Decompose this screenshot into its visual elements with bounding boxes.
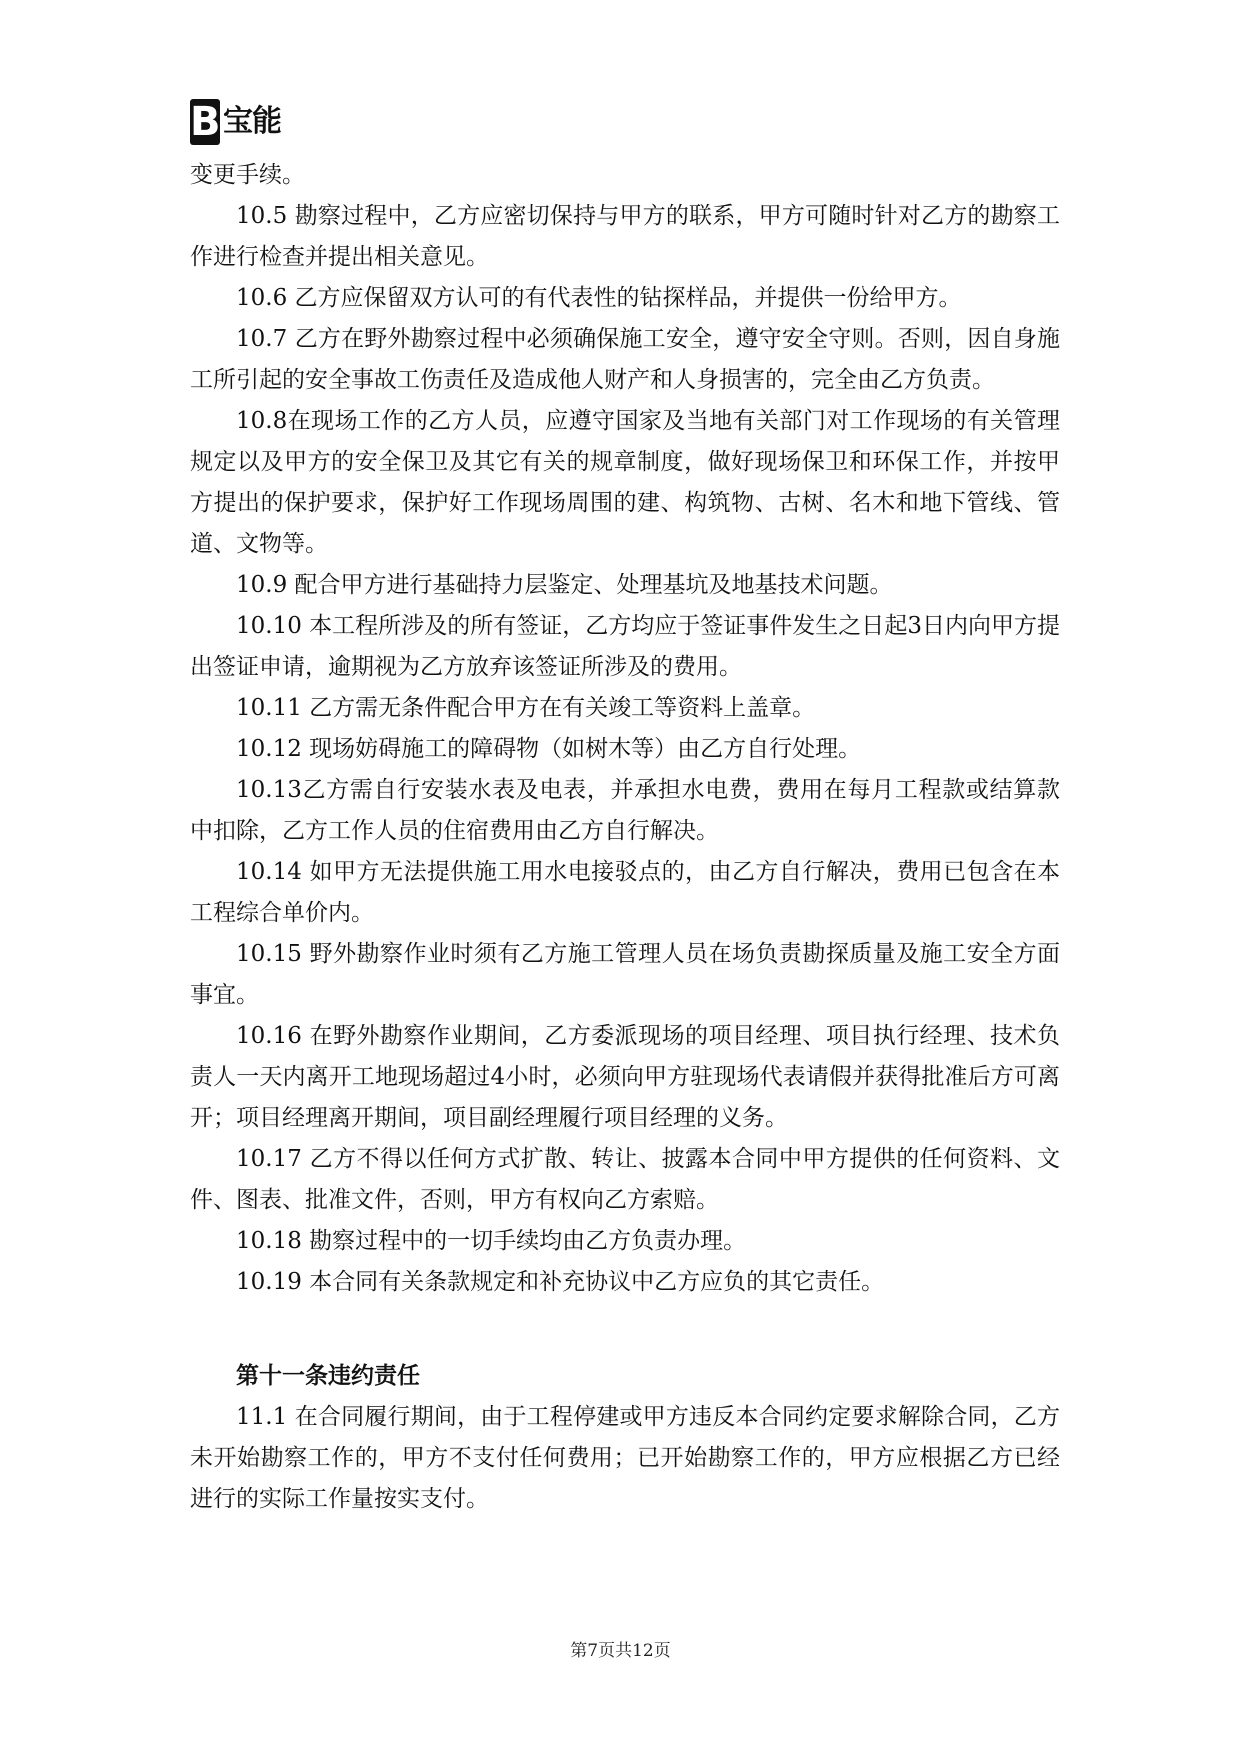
section-spacer (190, 1303, 1060, 1344)
clause-10-6: 10.6 乙方应保留双方认可的有代表性的钻探样品，并提供一份给甲方。 (236, 285, 962, 311)
clause-10-12: 10.12 现场妨碍施工的障碍物（如树木等）由乙方自行处理。 (236, 736, 862, 762)
logo-text: 宝能 (223, 104, 281, 139)
clause-11-1: 11.1 在合同履行期间，由于工程停建或甲方违反本合同约定要求解除合同，乙方未开始勘察工作的，甲方不支付任何费用；已开始勘察工作的，甲方应根据乙方已经进行的实际工作量按实支付。 (190, 1404, 1060, 1512)
clause-10-7: 10.7 乙方在野外勘察过程中必须确保施工安全，遵守安全守则。否则，因自身施工所引起的安全事故工伤责任及造成他人财产和人身损害的，完全由乙方负责。 (190, 326, 1060, 393)
section-heading: 第十一条违约责任 (236, 1363, 420, 1389)
continuation-text: 变更手续。 (190, 162, 305, 188)
clause-10-5: 10.5 勘察过程中，乙方应密切保持与甲方的联系，甲方可随时针对乙方的勘察工作进行检查并提出相关意见。 (190, 203, 1060, 270)
clause-10-10: 10.10 本工程所涉及的所有签证，乙方均应于签证事件发生之日起3日内向甲方提出签证申请，逾期视为乙方放弃该签证所涉及的费用。 (190, 613, 1060, 680)
document-body (190, 155, 1060, 1520)
clause-10-11: 10.11 乙方需无条件配合甲方在有关竣工等资料上盖章。 (236, 695, 816, 721)
clause-10-14: 10.14 如甲方无法提供施工用水电接驳点的，由乙方自行解决，费用已包含在本工程综合单价内。 (190, 859, 1060, 926)
company-logo (190, 98, 281, 146)
page-number: 第7页共12页 (570, 1641, 671, 1661)
clause-10-8: 10.8在现场工作的乙方人员，应遵守国家及当地有关部门对工作现场的有关管理规定以及甲方的安全保卫及其它有关的规章制度，做好现场保卫和环保工作，并按甲方提出的保护要求，保护好工作现场周围的建、构筑物、古树、名木和地下管线、管道、文物等。 (190, 408, 1060, 557)
clause-10-13: 10.13乙方需自行安装水表及电表，并承担水电费，费用在每月工程款或结算款中扣除，乙方工作人员的住宿费用由乙方自行解决。 (190, 777, 1060, 844)
clause-10-18: 10.18 勘察过程中的一切手续均由乙方负责办理。 (236, 1228, 747, 1254)
clause-10-15: 10.15 野外勘察作业时须有乙方施工管理人员在场负责勘探质量及施工安全方面事宜。 (190, 941, 1060, 1008)
logo-mark: B (190, 99, 221, 145)
clause-10-16: 10.16 在野外勘察作业期间，乙方委派现场的项目经理、项目执行经理、技术负责人一天内离开工地现场超过4小时，必须向甲方驻现场代表请假并获得批准后方可离开；项目经理离开期间，项目副经理履行项目经理的义务。 (190, 1023, 1060, 1131)
clause-10-9: 10.9 配合甲方进行基础持力层鉴定、处理基坑及地基技术问题。 (236, 572, 893, 598)
clause-10-19: 10.19 本合同有关条款规定和补充协议中乙方应负的其它责任。 (236, 1269, 885, 1295)
clause-10-17: 10.17 乙方不得以任何方式扩散、转让、披露本合同中甲方提供的任何资料、文件、图表、批准文件，否则，甲方有权向乙方索赔。 (190, 1146, 1060, 1213)
